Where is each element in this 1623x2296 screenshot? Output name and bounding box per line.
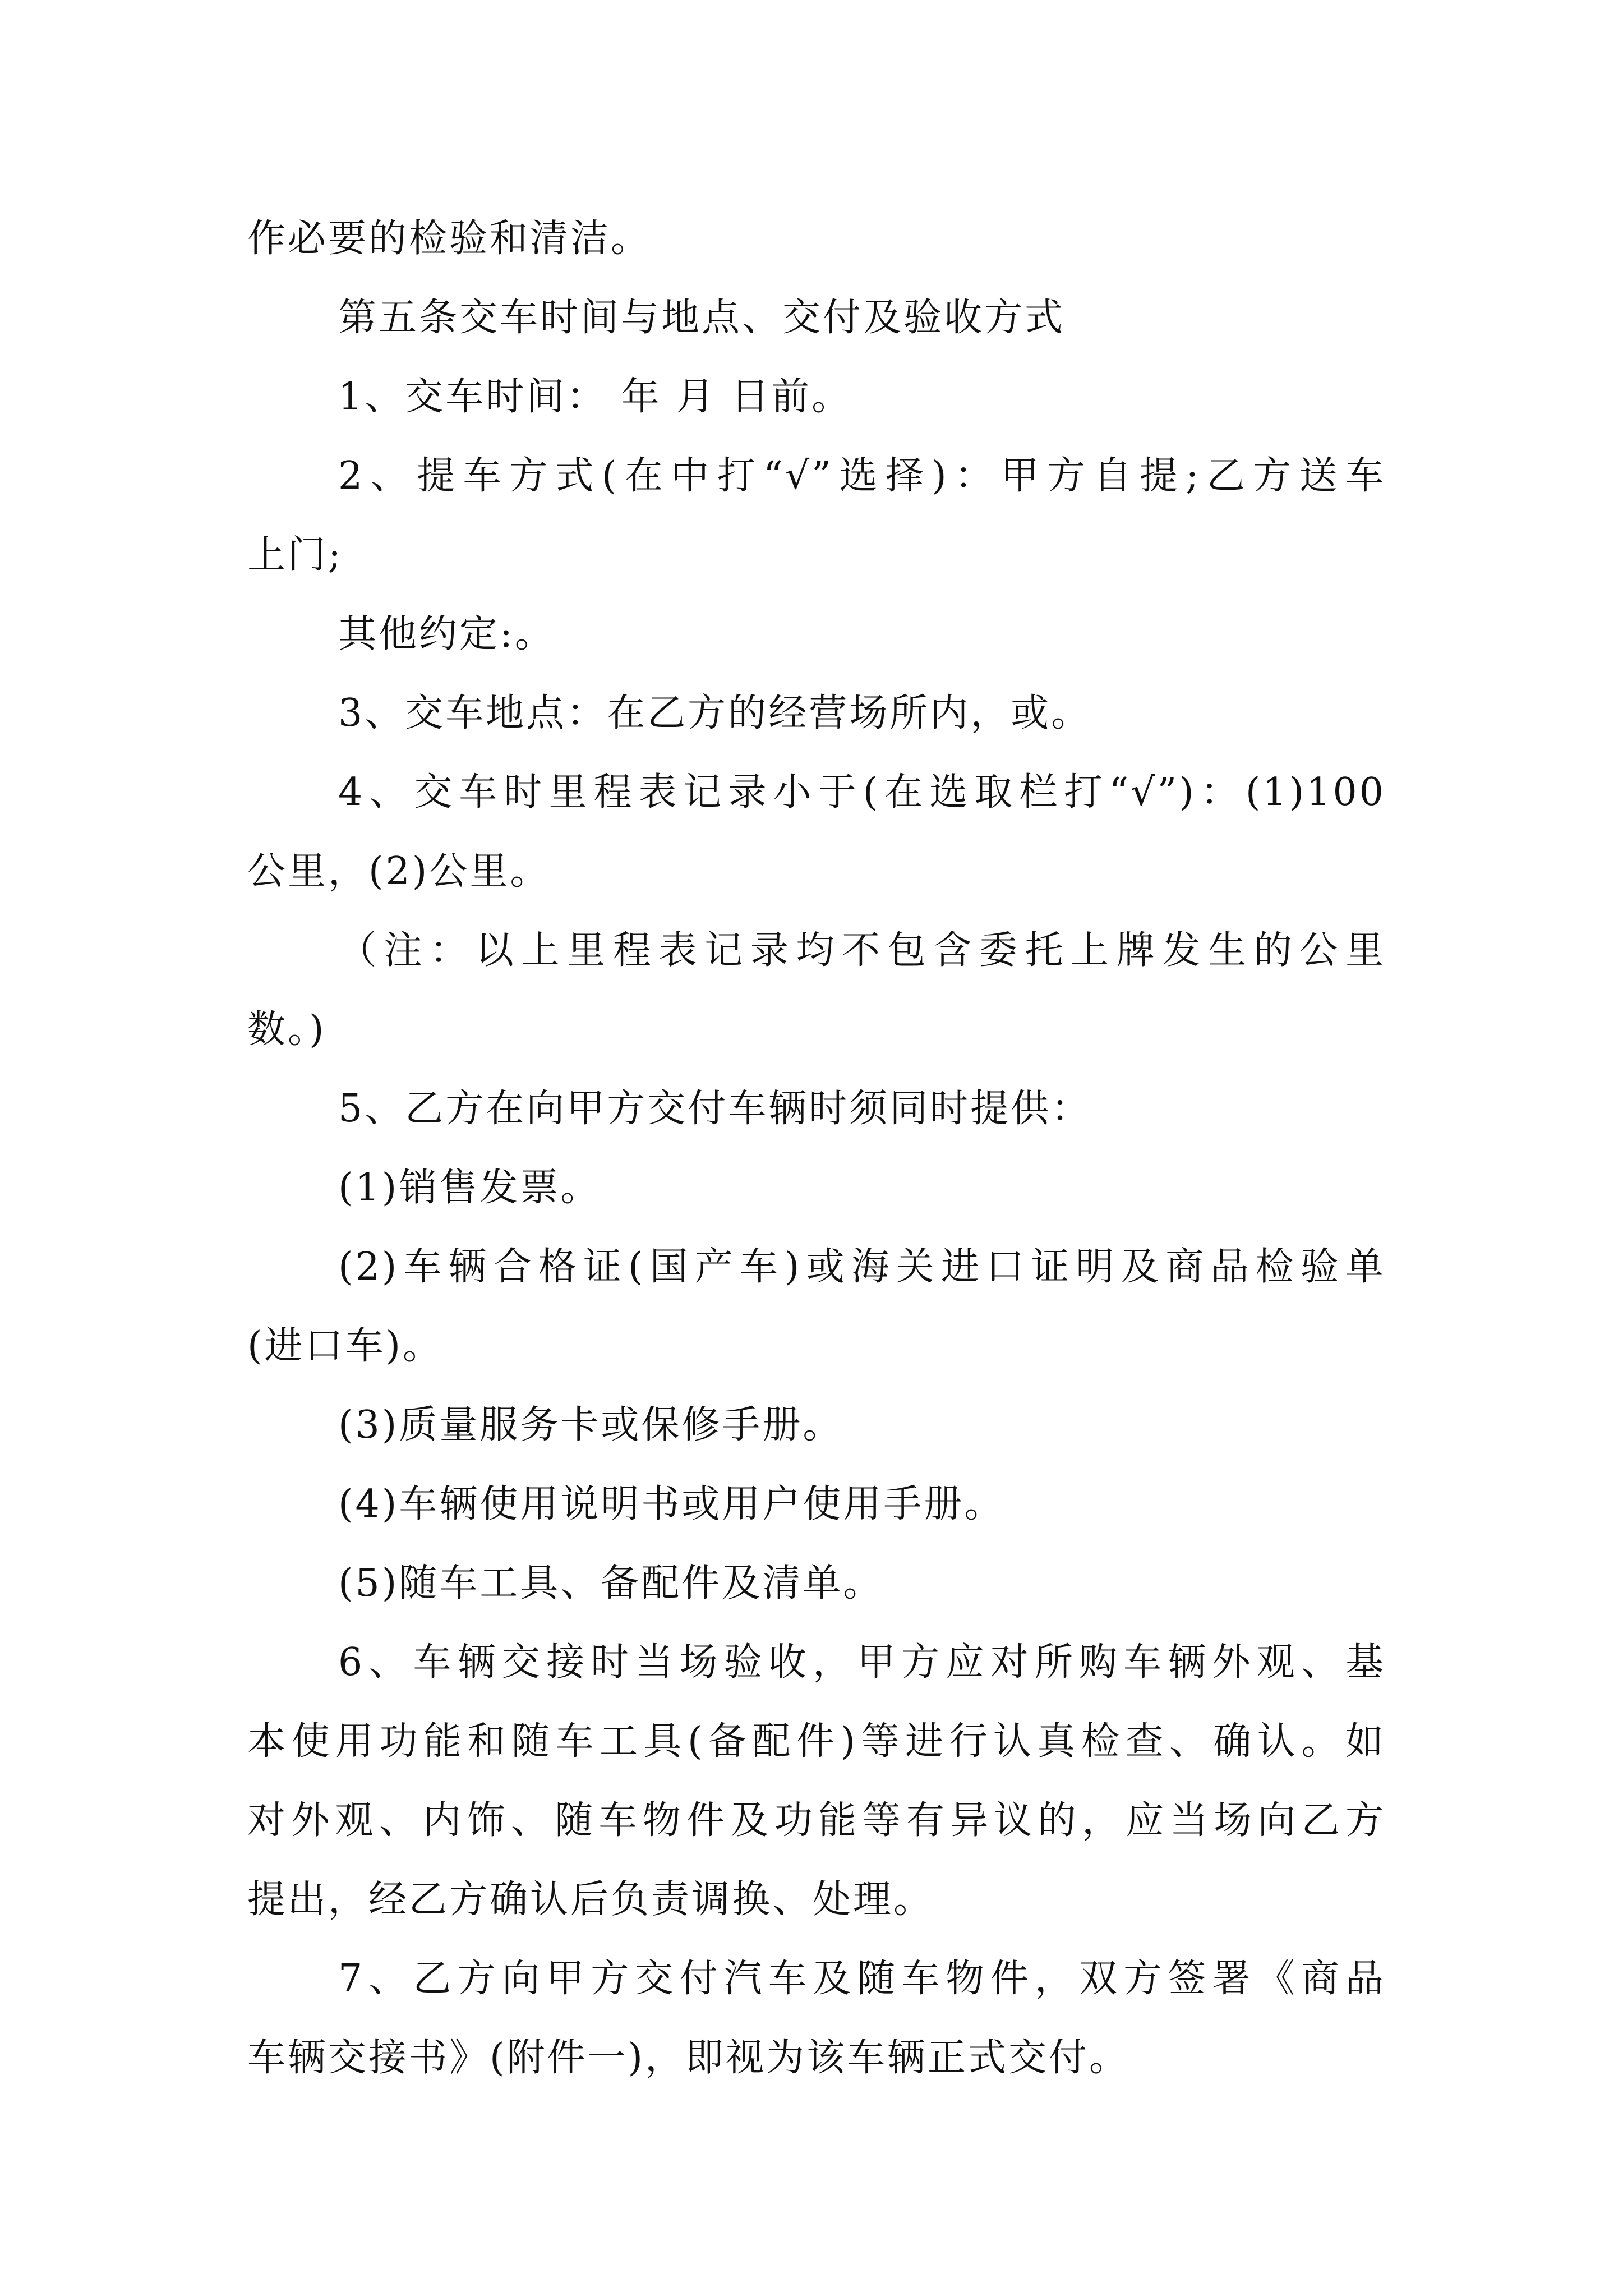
paragraph-line: 上门; — [247, 533, 343, 577]
paragraph-line: 3、交车地点：在乙方的经营场所内，或。 — [338, 691, 1092, 735]
paragraph-line: 5、乙方在向甲方交付车辆时须同时提供： — [338, 1087, 1092, 1131]
list-item: (4)车辆使用说明书或用户使用手册。 — [338, 1482, 1005, 1526]
paragraph-line: 本使用功能和随车工具(备配件)等进行认真检查、确认。如 — [247, 1719, 1386, 1764]
section-heading: 第五条交车时间与地点、交付及验收方式 — [338, 296, 1066, 340]
paragraph-line: 4、交车时里程表记录小于(在选取栏打“√”)：(1)100 — [338, 770, 1386, 815]
paragraph-line: 7、乙方向甲方交付汽车及随车物件，双方签署《商品 — [338, 1957, 1386, 2001]
paragraph-line: 车辆交接书》(附件一)，即视为该车辆正式交付。 — [247, 2036, 1130, 2080]
paragraph-line: （注：以上里程表记录均不包含委托上牌发生的公里 — [338, 928, 1386, 973]
list-item: (5)随车工具、备配件及清单。 — [338, 1561, 884, 1605]
list-item: (1)销售发票。 — [338, 1166, 601, 1210]
list-item: (3)质量服务卡或保修手册。 — [338, 1403, 843, 1447]
paragraph-line: 1、交车时间： 年 月 日前。 — [338, 375, 852, 419]
list-item: (2)车辆合格证(国产车)或海关进口证明及商品检验单 — [338, 1245, 1386, 1289]
paragraph-line: 2、提车方式(在中打“√”选择)：甲方自提;乙方送车 — [338, 454, 1386, 498]
paragraph-line: 6、车辆交接时当场验收，甲方应对所购车辆外观、基 — [338, 1640, 1386, 1685]
paragraph-line: 作必要的检验和清洁。 — [247, 217, 652, 261]
paragraph-line: 提出，经乙方确认后负责调换、处理。 — [247, 1878, 934, 1922]
paragraph-line: 公里，(2)公里。 — [247, 849, 551, 894]
paragraph-line: 数。) — [247, 1007, 326, 1052]
document-body — [247, 199, 1386, 2097]
list-item: (进口车)。 — [247, 1324, 444, 1368]
paragraph-line: 对外观、内饰、随车物件及功能等有异议的，应当场向乙方 — [247, 1798, 1386, 1843]
paragraph-line: 其他约定:。 — [338, 612, 555, 656]
